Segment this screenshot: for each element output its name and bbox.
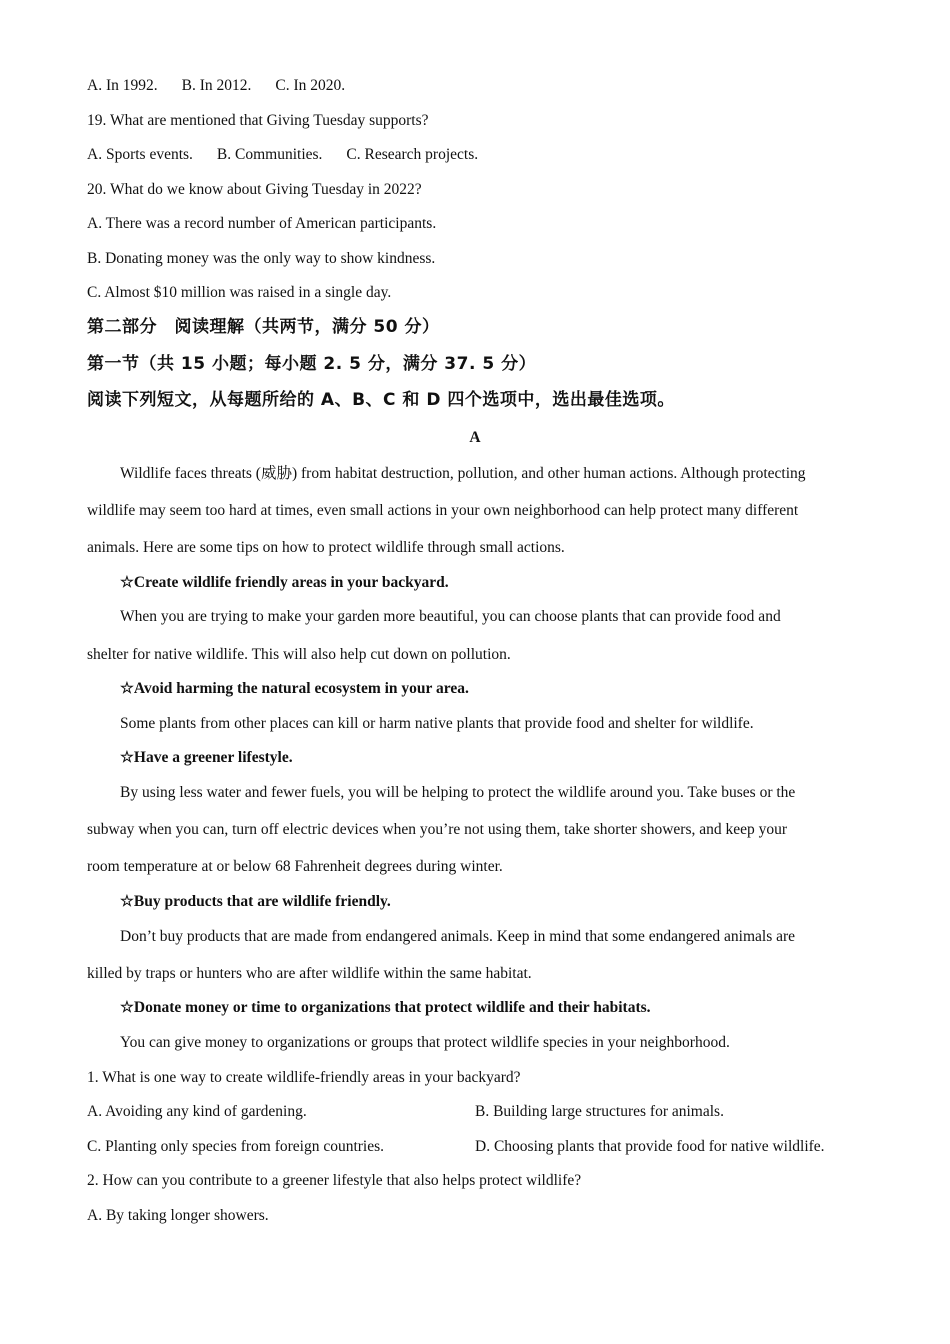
- q2-option-a: A. By taking longer showers.: [87, 1207, 269, 1224]
- subsection-title: 第一节（共 15 小题；每小题 2. 5 分，满分 37. 5 分）: [87, 354, 537, 374]
- passage-intro-line: wildlife may seem too hard at times, even small actions in your own neighborhood can help protect many different: [87, 502, 799, 519]
- q20-option-b: B. Donating money was the only way to show kindness.: [87, 250, 436, 267]
- q2-question: 2. How can you contribute to a greener lifestyle that also helps protect wildlife?: [87, 1172, 582, 1189]
- tip-text-line: Some plants from other places can kill or harm native plants that provide food and shelter for wildlife.: [120, 715, 754, 732]
- q18-option-a: A. In 1992.: [87, 77, 158, 94]
- q18-option-b: B. In 2012.: [181, 77, 252, 94]
- tip-heading: ☆Create wildlife friendly areas in your backyard.: [120, 574, 449, 591]
- q20-option-a: A. There was a record number of American participants.: [87, 215, 437, 232]
- q20-question: 20. What do we know about Giving Tuesday in 2022?: [87, 181, 422, 198]
- passage-label: A: [469, 429, 481, 446]
- q1-option-a: A. Avoiding any kind of gardening.: [87, 1103, 307, 1120]
- q19-options: [87, 145, 502, 165]
- q1-option-c: C. Planting only species from foreign countries.: [87, 1138, 385, 1155]
- tip-heading: ☆Avoid harming the natural ecosystem in your area.: [120, 680, 469, 697]
- q18-options: [87, 76, 369, 96]
- q19-question: 19. What are mentioned that Giving Tuesday supports?: [87, 112, 429, 129]
- tip-text-line: By using less water and fewer fuels, you will be helping to protect the wildlife around you. Take buses or the: [120, 784, 796, 801]
- passage-intro-line: animals. Here are some tips on how to protect wildlife through small actions.: [87, 539, 565, 556]
- q1-question: 1. What is one way to create wildlife-friendly areas in your backyard?: [87, 1069, 521, 1086]
- section-instruction: 阅读下列短文，从每题所给的 A、B、C 和 D 四个选项中，选出最佳选项。: [87, 390, 675, 410]
- q19-option-c: C. Research projects.: [346, 146, 479, 163]
- q19-option-a: A. Sports events.: [87, 146, 193, 163]
- tip-heading: ☆Buy products that are wildlife friendly.: [120, 893, 391, 910]
- q1-option-d: D. Choosing plants that provide food for native wildlife.: [475, 1138, 825, 1155]
- tip-text-line: shelter for native wildlife. This will also help cut down on pollution.: [87, 646, 511, 663]
- tip-text-line: room temperature at or below 68 Fahrenheit degrees during winter.: [87, 858, 503, 875]
- q19-option-b: B. Communities.: [216, 146, 323, 163]
- tip-text-line: killed by traps or hunters who are after wildlife within the same habitat.: [87, 965, 532, 982]
- tip-heading: ☆Have a greener lifestyle.: [120, 749, 293, 766]
- tip-text-line: You can give money to organizations or groups that protect wildlife species in your neighborhood.: [120, 1034, 730, 1051]
- tip-text-line: subway when you can, turn off electric devices when you’re not using them, take shorter showers, and keep your: [87, 821, 788, 838]
- passage-intro-line: Wildlife faces threats (威胁) from habitat destruction, pollution, and other human actions. Although protecting: [120, 465, 806, 482]
- part-title: 第二部分 阅读理解（共两节，满分 50 分）: [87, 317, 440, 337]
- q1-option-b: B. Building large structures for animals.: [475, 1103, 724, 1120]
- q1-options-row: [87, 1102, 307, 1122]
- q18-option-c: C. In 2020.: [275, 77, 346, 94]
- q20-option-c: C. Almost $10 million was raised in a single day.: [87, 284, 392, 301]
- tip-text-line: When you are trying to make your garden more beautiful, you can choose plants that can provide food and: [120, 608, 781, 625]
- tip-text-line: Don’t buy products that are made from endangered animals. Keep in mind that some endangered animals are: [120, 928, 796, 945]
- tip-heading: ☆Donate money or time to organizations that protect wildlife and their habitats.: [120, 999, 651, 1016]
